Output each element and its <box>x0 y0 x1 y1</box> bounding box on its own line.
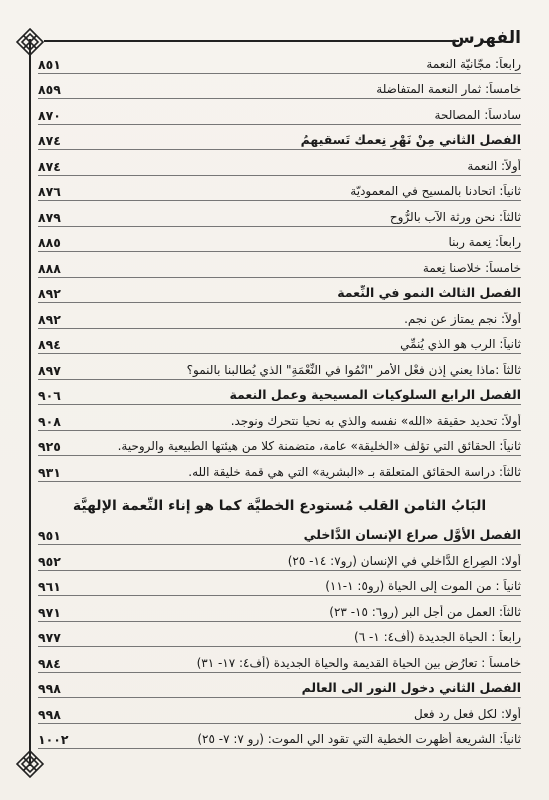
toc-row <box>38 622 521 648</box>
page-title: الفهرس <box>451 28 521 48</box>
chapter-title: الفصل الثالث النمو في النِّعمة <box>337 285 521 300</box>
section-title: خامساً: ثمار النعمة المتفاضلة <box>376 82 521 96</box>
chapter-title: الفصل الأوَّل صراع الإنسان الدَّاخلي <box>303 527 521 542</box>
section-title: ثانياً: اتحادنا بالمسيح في المعموديّة <box>350 184 521 198</box>
section-title: رابعاً : الحياة الجديدة (أف٤: ١- ٦) <box>354 630 521 644</box>
toc-chapter-row <box>38 125 521 151</box>
table-of-contents <box>38 48 521 749</box>
section-title: ثانياً : من الموت إلى الحياة (رو٥: ١-١١) <box>325 579 521 593</box>
toc-row <box>38 201 521 227</box>
page-number: ٩٩٨ <box>38 681 61 696</box>
toc-row <box>38 405 521 431</box>
section-title: خامساً : تعارُض بين الحياة القديمة والحياة الجديدة (أف٤: ١٧- ٣١) <box>196 655 521 670</box>
page-number: ٨٩٤ <box>38 337 61 352</box>
section-title: أولاً: نجم يمتاز عن نجم. <box>404 311 521 326</box>
page-number: ٩٩٨ <box>38 706 61 722</box>
page-number: ٨٩٧ <box>38 362 61 378</box>
page-number: ٩٣١ <box>38 464 61 480</box>
toc-chapter-row <box>38 520 521 546</box>
toc-row <box>38 647 521 673</box>
ornament-knot-icon <box>16 750 44 778</box>
toc-row <box>38 571 521 597</box>
section-title: أولاً: تحديد حقيقة «الله» نفسه والذي به نحيا نتحرك ونوجد. <box>230 413 521 428</box>
section-title: ثالثاً: دراسة الحقائق المتعلقة بـ «البشرية» التي هي قمة خليقة الله. <box>188 464 521 479</box>
header-rule <box>44 40 459 42</box>
toc-row <box>38 303 521 329</box>
page-number: ٨٧٩ <box>38 209 61 225</box>
page-header <box>44 30 521 50</box>
toc-row <box>38 545 521 571</box>
toc-row <box>38 227 521 253</box>
page-number: ٨٧٤ <box>38 158 61 174</box>
toc-row <box>38 48 521 74</box>
toc-row <box>38 329 521 355</box>
section-title: خامساً: خلاصنا نِعمة <box>422 260 521 275</box>
section-title: ثالثاً: نحن ورثة الآب بالرُّوح <box>389 209 521 224</box>
page-number: ٩٨٤ <box>38 655 61 671</box>
toc-row <box>38 456 521 482</box>
page-number: ١٠٠٢ <box>38 732 69 747</box>
part-heading <box>38 482 521 520</box>
toc-row <box>38 596 521 622</box>
page-number: ٩٥١ <box>38 528 61 543</box>
page-number: ٩٧٧ <box>38 630 61 645</box>
section-title: ثالثاً: العمل من أجل البر (رو٦: ١٥- ٢٣) <box>329 604 521 619</box>
page-number: ٨٧٤ <box>38 133 61 148</box>
page-number: ٩٠٨ <box>38 413 61 429</box>
toc-row <box>38 150 521 176</box>
page-number: ٩٢٥ <box>38 439 61 454</box>
section-title: أولاً: النعمة <box>467 158 521 173</box>
page-number: ٨٥٩ <box>38 82 61 97</box>
section-title: ثانياً: الشريعة أظهرت الخطية التي تقود الي الموت: (رو ٧: ٧- ٢٥) <box>197 732 521 746</box>
section-title: رابعاً: نِعمة ربنا <box>448 235 521 249</box>
toc-chapter-row <box>38 380 521 406</box>
section-title: ثانياً: الرب هو الذي يُنمِّي <box>400 337 521 351</box>
chapter-title: الفصل الثاني مِنْ نَهْرِ نِعمك تَسقيهمُ <box>300 132 521 147</box>
page-number: ٨٧٠ <box>38 107 61 123</box>
page-number: ٨٨٨ <box>38 260 61 276</box>
section-title: أولا: الصِراع الدَّاخلي في الإنسان (رو٧: ١٤- ٢٥) <box>287 553 521 568</box>
page-number: ٩٠٦ <box>38 388 61 403</box>
page-number: ٨٥١ <box>38 56 61 72</box>
toc-row <box>38 252 521 278</box>
section-title: رابعاً: مجّانيّة النعمة <box>426 56 521 71</box>
toc-chapter-row <box>38 673 521 699</box>
page-number: ٨٩٢ <box>38 311 61 327</box>
chapter-title: الفصل الرابع السلوكيات المسيحية وعمل النعمة <box>229 387 521 402</box>
section-title: سادساً: المصالحة <box>434 107 521 122</box>
page-number: ٩٧١ <box>38 604 61 620</box>
page-number: ٩٦١ <box>38 579 61 594</box>
section-title: ثالثاً :ماذا يعني إذن فعْل الأمر "انْمُوا في النِّعْمَةِ" الذي يُطالبنا بالنمو؟ <box>186 362 521 377</box>
section-title: ثانياً: الحقائق التي تؤلف «الخليقة» عامة، متضمنة كلا من هيئتها الطبيعية والروحية. <box>117 439 521 453</box>
page-number: ٨٧٦ <box>38 184 61 199</box>
toc-row <box>38 431 521 457</box>
toc-row <box>38 176 521 202</box>
toc-chapter-row <box>38 278 521 304</box>
section-title: أولا: لكل فعل رد فعل <box>413 706 521 721</box>
page-number: ٨٨٥ <box>38 235 61 250</box>
toc-row <box>38 698 521 724</box>
left-border-line <box>29 39 31 766</box>
part-title: البَابُ الثامن القلب مُستودع الخطيَّة كما هو إناء النِّعمة الإلهيَّة <box>72 497 487 514</box>
toc-row <box>38 99 521 125</box>
page-number: ٩٥٢ <box>38 553 61 569</box>
toc-row <box>38 724 521 750</box>
toc-row <box>38 74 521 100</box>
chapter-title: الفصل الثاني دخول النور الى العالم <box>301 680 521 695</box>
toc-row <box>38 354 521 380</box>
page-number: ٨٩٢ <box>38 286 61 301</box>
